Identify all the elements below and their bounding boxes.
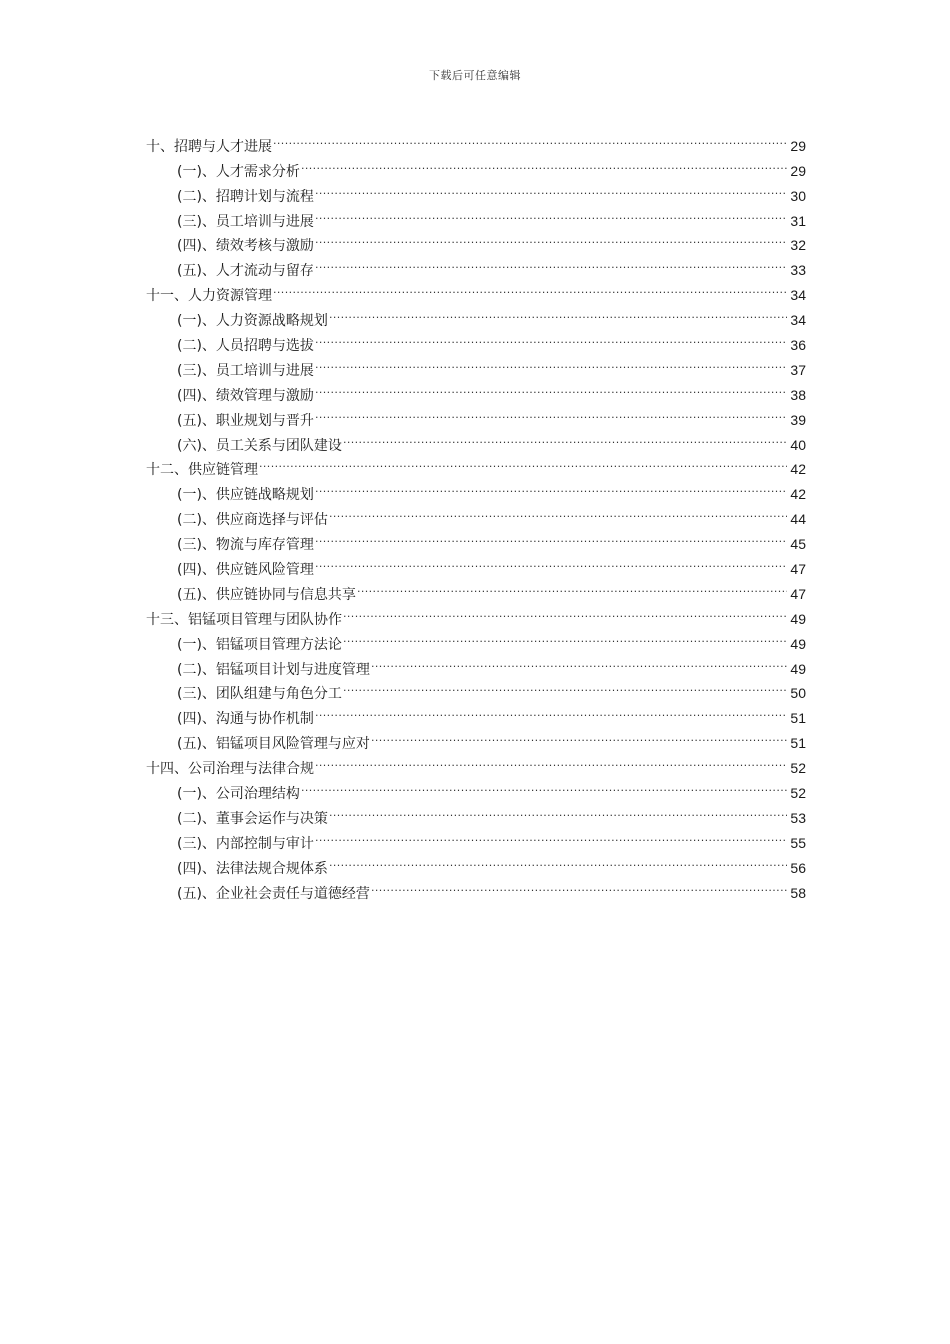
toc-dot-leader — [343, 425, 787, 450]
toc-dot-leader — [315, 524, 787, 549]
toc-page-number: 39 — [790, 411, 806, 428]
toc-entry-label: (一)、公司治理结构 — [177, 786, 300, 803]
toc-page-number: 31 — [790, 212, 806, 229]
toc-page-number: 50 — [790, 685, 806, 702]
toc-page-number: 38 — [790, 386, 806, 403]
toc-dot-leader — [343, 674, 787, 699]
toc-entry-label: (六)、员工关系与团队建设 — [177, 437, 342, 454]
toc-entry-label: 十一、人力资源管理 — [146, 288, 272, 305]
toc-page-number: 58 — [790, 884, 806, 901]
toc-entry-label: (四)、沟通与协作机制 — [177, 711, 314, 728]
toc-entry-label: 十二、供应链管理 — [146, 462, 258, 479]
toc-dot-leader — [357, 574, 787, 599]
toc-dot-leader — [301, 773, 787, 798]
toc-entry-label: (四)、绩效管理与激励 — [177, 387, 314, 404]
toc-entry-label: (五)、供应链协同与信息共享 — [177, 586, 356, 603]
toc-page-number: 49 — [790, 610, 806, 627]
toc-entry-label: (五)、铝锰项目风险管理与应对 — [177, 736, 370, 753]
toc-dot-leader — [329, 798, 787, 823]
toc-page-number: 49 — [790, 660, 806, 677]
toc-page-number: 36 — [790, 337, 806, 354]
toc-dot-leader — [329, 848, 787, 873]
toc-dot-leader — [343, 624, 787, 649]
toc-dot-leader — [315, 375, 787, 400]
toc-entry-label: (四)、法律法规合规体系 — [177, 860, 328, 877]
toc-dot-leader — [315, 698, 787, 723]
toc-page-number: 45 — [790, 536, 806, 553]
toc-dot-leader — [371, 649, 787, 674]
toc-entry-label: (二)、人员招聘与选拔 — [177, 338, 314, 355]
toc-dot-leader — [301, 151, 787, 176]
toc-dot-leader — [259, 450, 787, 475]
toc-page-number: 29 — [790, 137, 806, 154]
toc-page-number: 42 — [790, 486, 806, 503]
toc-entry-label: (三)、物流与库存管理 — [177, 537, 314, 554]
toc-entry-label: (五)、职业规划与晋升 — [177, 412, 314, 429]
table-of-contents — [146, 126, 806, 902]
toc-page-number: 42 — [790, 461, 806, 478]
toc-dot-leader — [273, 126, 787, 151]
toc-page-number: 44 — [790, 511, 806, 528]
toc-dot-leader — [315, 350, 787, 375]
toc-dot-leader — [315, 823, 787, 848]
toc-page-number: 56 — [790, 859, 806, 876]
toc-page-number: 51 — [790, 710, 806, 727]
toc-entry-label: (二)、供应商选择与评估 — [177, 512, 328, 529]
toc-entry-label: (三)、员工培训与进展 — [177, 362, 314, 379]
toc-page-number: 30 — [790, 187, 806, 204]
toc-entry-label: (五)、人才流动与留存 — [177, 263, 314, 280]
toc-dot-leader — [315, 325, 787, 350]
toc-dot-leader — [315, 474, 787, 499]
toc-page-number: 34 — [790, 287, 806, 304]
toc-dot-leader — [273, 275, 787, 300]
toc-dot-leader — [329, 499, 787, 524]
toc-entry-label: (一)、人才需求分析 — [177, 163, 300, 180]
toc-dot-leader — [329, 300, 787, 325]
toc-dot-leader — [315, 176, 787, 201]
toc-dot-leader — [371, 873, 787, 898]
toc-page-number: 47 — [790, 585, 806, 602]
toc-dot-leader — [315, 201, 787, 226]
toc-entry-label: (三)、员工培训与进展 — [177, 213, 314, 230]
toc-page-number: 33 — [790, 262, 806, 279]
toc-page-number: 49 — [790, 635, 806, 652]
toc-entry-label: 十、招聘与人才进展 — [146, 138, 272, 155]
toc-entry-label: (一)、铝锰项目管理方法论 — [177, 636, 342, 653]
toc-dot-leader — [315, 250, 787, 275]
toc-page-number: 52 — [790, 785, 806, 802]
page-header — [0, 67, 950, 83]
toc-entry-label: (二)、董事会运作与决策 — [177, 810, 328, 827]
toc-page-number: 53 — [790, 809, 806, 826]
toc-entry-label: (五)、企业社会责任与道德经营 — [177, 885, 370, 902]
toc-entry-label: (三)、内部控制与审计 — [177, 835, 314, 852]
toc-entry-label: 十三、铝锰项目管理与团队协作 — [146, 611, 342, 628]
toc-page-number: 47 — [790, 561, 806, 578]
toc-page-number: 40 — [790, 436, 806, 453]
toc-page-number: 52 — [790, 760, 806, 777]
toc-page-number: 37 — [790, 361, 806, 378]
toc-dot-leader — [343, 599, 787, 624]
toc-dot-leader — [315, 748, 787, 773]
header-text: 下载后可任意编辑 — [429, 69, 521, 82]
toc-entry-label: (四)、绩效考核与激励 — [177, 238, 314, 255]
toc-page-number: 51 — [790, 735, 806, 752]
toc-dot-leader — [371, 723, 787, 748]
toc-entry-label: (一)、供应链战略规划 — [177, 487, 314, 504]
toc-dot-leader — [315, 549, 787, 574]
toc-page-number: 55 — [790, 834, 806, 851]
toc-dot-leader — [315, 400, 787, 425]
toc-entry-label: (三)、团队组建与角色分工 — [177, 686, 342, 703]
toc-page-number: 29 — [790, 162, 806, 179]
toc-entry-label: (一)、人力资源战略规划 — [177, 313, 328, 330]
toc-page-number: 32 — [790, 237, 806, 254]
toc-page-number: 34 — [790, 312, 806, 329]
toc-entry-label: 十四、公司治理与法律合规 — [146, 761, 314, 778]
toc-chapter-entry[interactable] — [146, 126, 806, 155]
toc-entry-label: (二)、铝锰项目计划与进度管理 — [177, 661, 370, 678]
toc-dot-leader — [315, 226, 787, 251]
toc-entry-label: (二)、招聘计划与流程 — [177, 188, 314, 205]
toc-entry-label: (四)、供应链风险管理 — [177, 562, 314, 579]
